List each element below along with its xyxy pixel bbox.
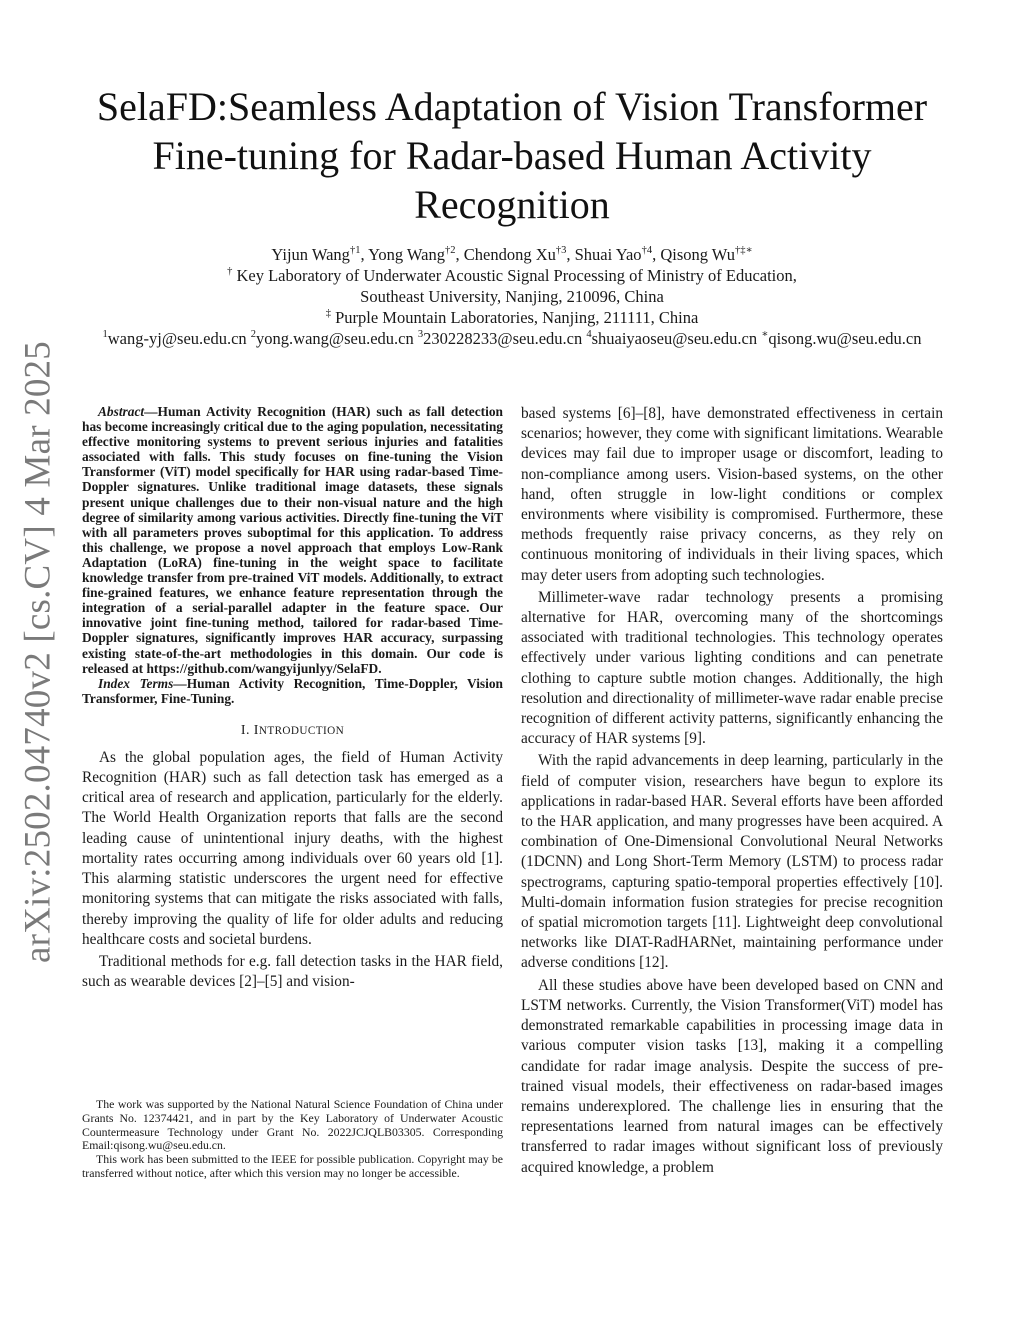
left-column bbox=[82, 404, 503, 992]
footnotes bbox=[82, 1098, 503, 1181]
section-numeral: I. bbox=[240, 722, 254, 738]
author-name: Shuai Yao bbox=[574, 245, 642, 264]
body-paragraph: As the global population ages, the field of Human Activity Recognition (HAR) such as fall detection task has emerged as a critical area of research and application, particularly for the elderly. The World Health Organization reports that falls are the second leading cause of unintentional injury deaths, with the highest mortality rates occurring among individuals over 60 years old [1]. This alarming statistic underscores the urgent need for effective monitoring systems that can mitigate the risks associated with falls, thereby improving the quality of life for older adults and reducing healthcare costs and societal burdens. bbox=[82, 748, 503, 948]
abstract-text: —Human Activity Recognition (HAR) such as fall detection has become increasingly critical due to the aging population, necessitating effective monitoring systems to prevent serious injuries and fatalities associated with falls. This study focuses on fine-tuning the Vision Transformer (ViT) model specifically for HAR using radar-based Time-Doppler signatures. Unlike traditional image datasets, these signals present unique challenges due to their non-visual nature and the high degree of similarity among various activities. Directly fine-tuning the ViT with all parameters proves suboptimal for this application. To address this challenge, we propose a novel approach that employs Low-Rank Adaptation (LoRA) fine-tuning in the weight space to facilitate knowledge transfer from pre-trained ViT models. Additionally, to extract fine-grained features, we enhance feature representation through the integration of a serial-parallel adapter in the feature space. Our innovative joint fine-tuning method, tailored for radar-based Time-Doppler signatures, significantly improves HAR accuracy, surpassing existing state-of-the-art methodologies in this domain. Our code is released at https://github.com/wangyijunlyy/SelaFD. bbox=[82, 404, 503, 676]
email-address: shuaiyaoseu@seu.edu.cn bbox=[591, 329, 762, 348]
body-paragraph: based systems [6]–[8], have demonstrated effectiveness in certain scenarios; however, they come with significant limitations. Wearable devices may fail due to improper usage or discomfort, leading to non-compliance among users. Vision-based systems, on the other hand, often struggle in low-light conditions or complex environments where visibility is compromised. Furthermore, these methods frequently raise privacy concerns, as they rely on continuous monitoring of individuals in their living spaces, which may deter users from adopting such technologies. bbox=[521, 405, 943, 584]
author-list bbox=[60, 244, 964, 265]
body-paragraph: Millimeter-wave radar technology presents a promising alternative for HAR, overcoming many of the shortcomings associated with traditional technologies. This technology operates effectively under various lighting conditions and can penetrate clothing to capture subtle motion changes. Additionally, the high resolution and directionality of millimeter-wave radar enable precise recognition of different activity patterns, significantly enhancing the accuracy of HAR systems [9]. bbox=[521, 588, 943, 748]
author-sep: , bbox=[455, 245, 464, 264]
email-address: 230228233@seu.edu.cn bbox=[423, 329, 587, 348]
copyright-footnote: This work has been submitted to the IEEE for possible publication. Copyright may be transferred without notice, after which this version may no longer be accessible. bbox=[82, 1152, 503, 1180]
section-heading-introduction bbox=[82, 723, 503, 739]
index-terms bbox=[82, 676, 503, 706]
body-paragraph: With the rapid advancements in deep learning, particularly in the field of computer vision, researchers have begun to explore its applications in radar-based HAR. Several efforts have been afforded to the HAR application, and many progresses have been acquired. A combination of One-Dimensional Convolutional Neural Networks (1DCNN) and Long Short-Term Memory (LSTM) to process radar spectrograms, capturing spatio-temporal properties effectively [10]. Multi-domain information fusion strategies for precise recognition of spatial micromotion targets [11]. Lightweight deep convolutional networks like DIAT-RadHARNet, maintaining performance under adverse conditions [12]. bbox=[521, 752, 943, 972]
affiliation-mark: ‡ bbox=[325, 307, 331, 319]
title-line: SelaFD:Seamless Adaptation of Vision Transformer bbox=[96, 84, 928, 129]
affiliation-text: Key Laboratory of Underwater Acoustic Signal Processing of Ministry of Education, bbox=[232, 266, 797, 285]
email-sup: 1 bbox=[102, 328, 108, 340]
arxiv-identifier-stamp bbox=[8, 341, 68, 963]
author-name: Yong Wang bbox=[368, 245, 445, 264]
email-sup: 3 bbox=[417, 328, 424, 340]
section-first-letter: I bbox=[253, 722, 259, 738]
author-sup: †3 bbox=[555, 244, 567, 256]
email-address: yong.wang@seu.edu.cn bbox=[256, 329, 418, 348]
author-block bbox=[60, 244, 964, 349]
author-sup: †1 bbox=[349, 244, 361, 256]
author-sup: †4 bbox=[641, 244, 653, 256]
index-terms-text: —Human Activity Recognition, Time-Doppler, Vision Transformer, Fine-Tuning. bbox=[82, 675, 503, 706]
email-address: wang-yj@seu.edu.cn bbox=[107, 329, 251, 348]
funding-footnote: The work was supported by the National Natural Science Foundation of China under Grants No. 12374421, and in part by the Key Laboratory of Underwater Acoustic Countermeasure Technology under Grant No. 2022JCJQLB03305. Corresponding Email:qisong.wu@seu.edu.cn. bbox=[82, 1097, 503, 1153]
affiliation-mark: † bbox=[227, 265, 233, 277]
author-sep: , bbox=[652, 245, 661, 264]
author-emails bbox=[60, 328, 964, 349]
email-sup: 4 bbox=[586, 328, 592, 340]
email-sup: 2 bbox=[250, 328, 257, 340]
abstract-label: Abstract bbox=[98, 404, 145, 419]
affiliation-1-address: Southeast University, Nanjing, 210096, China bbox=[360, 287, 664, 306]
arxiv-id-text: arXiv:2502.04740v2 [cs.CV] 4 Mar 2025 bbox=[17, 341, 59, 963]
abstract bbox=[82, 404, 503, 676]
email-sup: ∗ bbox=[761, 328, 769, 340]
section-title-rest: NTRODUCTION bbox=[258, 724, 345, 737]
title-line: Fine-tuning for Radar-based Human Activity bbox=[152, 133, 872, 178]
author-name: Yijun Wang bbox=[271, 245, 350, 264]
right-column bbox=[521, 404, 943, 1178]
author-sep: , bbox=[566, 245, 575, 264]
email-address: qisong.wu@seu.edu.cn bbox=[768, 329, 922, 348]
title-line: Recognition bbox=[414, 182, 610, 227]
author-sup: †‡∗ bbox=[734, 244, 753, 256]
affiliation-1 bbox=[60, 265, 964, 286]
index-terms-label: Index Terms bbox=[98, 675, 174, 691]
author-sup: †2 bbox=[445, 244, 456, 256]
body-paragraph: All these studies above have been developed based on CNN and LSTM networks. Currently, the Vision Transformer(ViT) model has demonstrated remarkable capabilities in processing image data in various computer vision tasks [13], making it a compelling candidate for radar image analysis. Despite the success of pre-trained visual models, their effectiveness on radar-based images remains underexplored. The challenge lies in ensuring that the representations learned from natural images can be effectively transferred to radar images without significant loss of previously acquired knowledge, a problem bbox=[521, 976, 943, 1176]
author-name: Qisong Wu bbox=[660, 245, 735, 264]
affiliation-text: Purple Mountain Laboratories, Nanjing, 211111, China bbox=[330, 308, 699, 327]
author-sep: , bbox=[360, 245, 369, 264]
affiliation-2 bbox=[60, 307, 964, 328]
body-paragraph: Traditional methods for e.g. fall detection tasks in the HAR field, such as wearable devices [2]–[5] and vision- bbox=[82, 952, 503, 991]
paper-title bbox=[80, 82, 944, 229]
author-name: Chendong Xu bbox=[463, 245, 556, 264]
